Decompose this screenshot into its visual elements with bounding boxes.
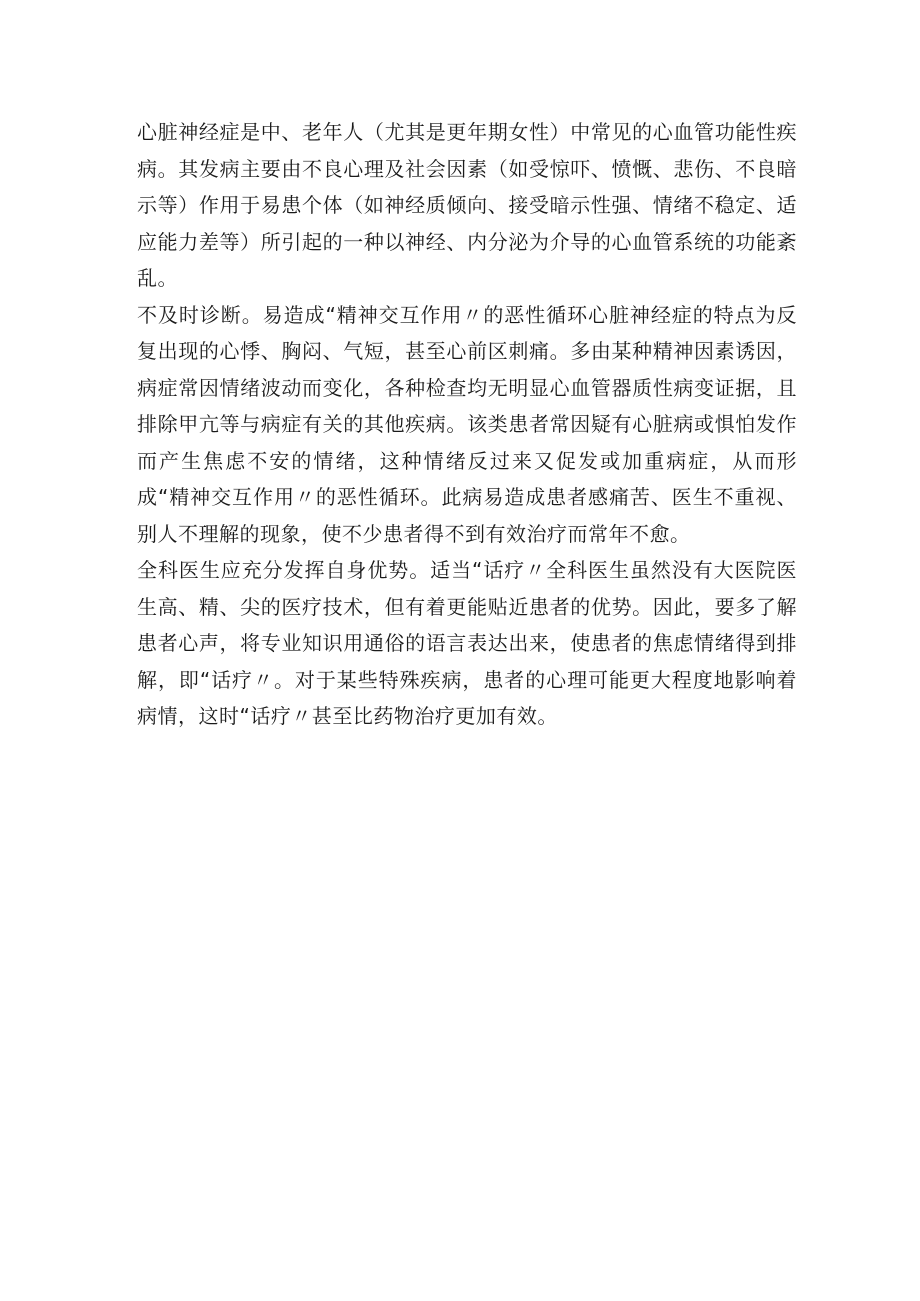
paragraph-talk-therapy: 全科医生应充分发挥自身优势。适当“话疗〃全科医生虽然没有大医院医生高、精、尖的医疗技术，但有着更能贴近患者的优势。因此，要多了解患者心声，将专业知识用通俗的语言表达出来，使患者的焦虑情绪得到排解，即“话疗〃。对于某些特殊疾病，患者的心理可能更大程度地影响着病情，这时“话疗〃甚至比药物治疗更加有效。: [137, 558, 797, 728]
paragraph-cardiac-neurosis-definition: 心脏神经症是中、老年人（尤其是更年期女性）中常见的心血管功能性疾病。其发病主要由不良心理及社会因素（如受惊吓、愤慨、悲伤、不良暗示等）作用于易患个体（如神经质倾向、接受暗示性强、情绪不稳定、适应能力差等）所引起的一种以神经、内分泌为介导的心血管系统的功能紊乱。: [137, 120, 797, 290]
document-body: [137, 114, 797, 735]
paragraph-diagnosis: 不及时诊断。易造成“精神交互作用〃的恶性循环心脏神经症的特点为反复出现的心悸、胸闷、气短，甚至心前区刺痛。多由某种精神因素诱因，病症常因情绪波动而变化，各种检查均无明显心血管器质性病变证据，且排除甲亢等与病症有关的其他疾病。该类患者常因疑有心脏病或惧怕发作而产生焦虑不安的情绪，这种情绪反过来又促发或加重病症，从而形成“精神交互作用〃的恶性循环。此病易造成患者感痛苦、医生不重视、别人不理解的现象，使不少患者得不到有效治疗而常年不愈。: [137, 302, 797, 546]
